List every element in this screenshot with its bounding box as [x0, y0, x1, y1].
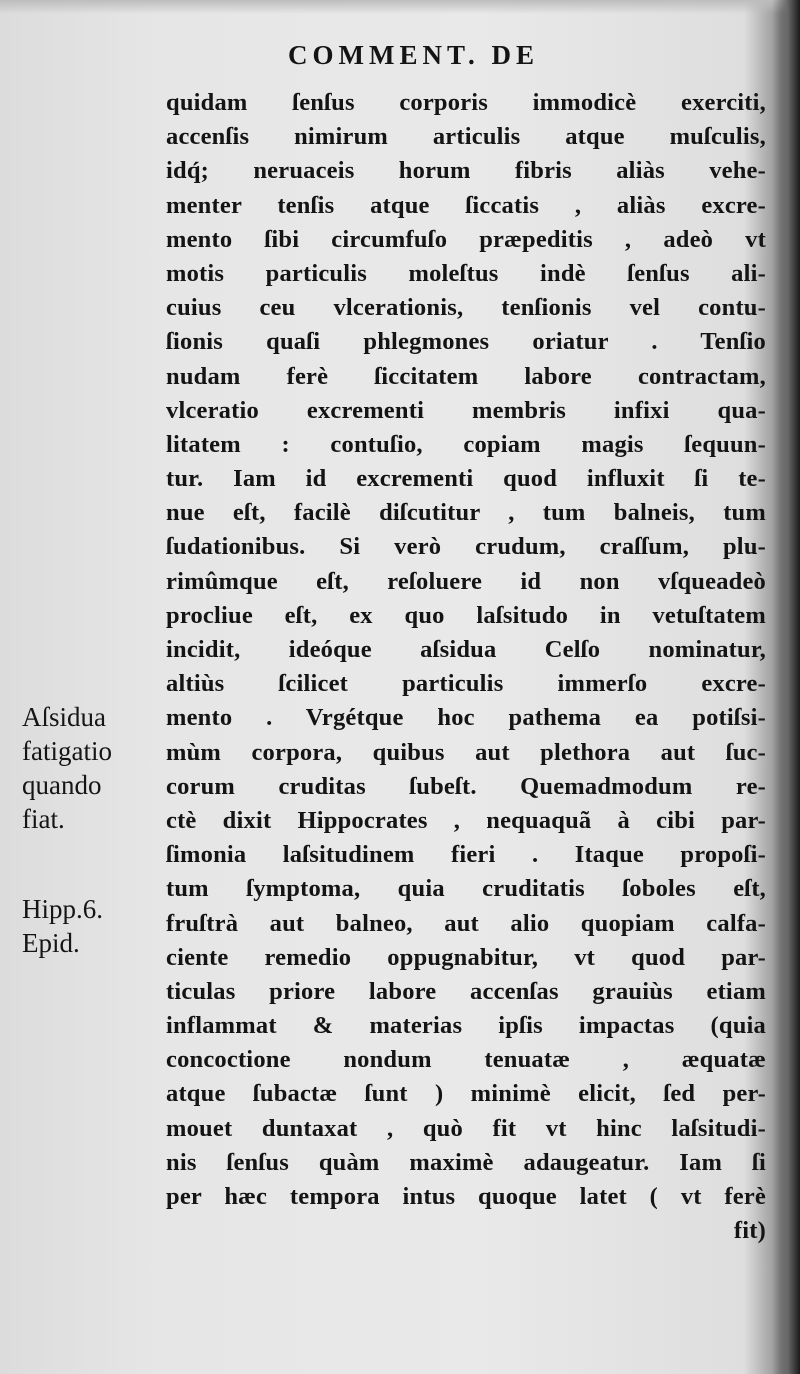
text-line: nudam ferè ſiccitatem labore contractam, [166, 362, 766, 390]
text-line: mento . Vrgétque hoc pathema ea potiſsi- [166, 704, 766, 732]
text-line: motis particulis moleſtus indè ſenſus ali- [166, 259, 766, 287]
text-line: idq́; neruaceis horum fibris aliàs vehe- [166, 157, 766, 185]
text-line: nis ſenſus quàm maximè adaugeatur. Iam ſi [166, 1148, 766, 1176]
page-gutter-edge [772, 0, 800, 1374]
text-line: tum ſymptoma, quia cruditatis ſoboles eſt, [166, 875, 766, 903]
margin-note-hipp [22, 892, 152, 960]
margin-note-line: quando [22, 770, 102, 800]
text-line: ſionis quaſi phlegmones oriatur . Tenſio [166, 328, 766, 356]
text-line: fit) [733, 1217, 766, 1245]
margin-note-line: Hipp.6. [22, 894, 103, 924]
text-line: vlceratio excrementi membris infixi qua- [166, 396, 766, 424]
text-line: cuius ceu vlcerationis, tenſionis vel contu- [166, 294, 766, 322]
text-line: tur. Iam id excrementi quod influxit ſi te- [166, 465, 766, 493]
text-line: litatem : contuſio, copiam magis ſequun- [166, 430, 766, 458]
text-line: mùm corpora, quibus aut plethora aut ſuc- [166, 738, 766, 766]
text-line: ciente remedio oppugnabitur, vt quod par- [166, 943, 766, 971]
main-text-block [166, 86, 766, 1248]
text-line: corum cruditas ſubeſt. Quemadmodum re- [166, 772, 766, 800]
text-line: accenſis nimirum articulis atque muſculis, [166, 123, 766, 151]
text-line: mouet duntaxat , quò fit vt hinc laſsitudi- [166, 1114, 766, 1142]
running-head: COMMENT. DE [288, 40, 539, 70]
text-line: atque ſubactæ ſunt ) minimè elicit, ſed per- [166, 1080, 766, 1108]
text-line: per hæc tempora intus quoque latet ( vt ferè [166, 1183, 766, 1210]
text-line: concoctione nondum tenuatæ , æquatæ [166, 1046, 766, 1074]
page-top-shadow [0, 0, 800, 14]
text-line: nue eſt, facilè diſcutitur , tum balneis, tum [166, 499, 766, 527]
text-line: ticulas priore labore accenſas grauiùs etiam [166, 977, 766, 1005]
text-line: menter tenſis atque ſiccatis , aliàs excre- [166, 191, 766, 219]
margin-note-line: Epid. [22, 928, 80, 958]
text-line: ctè dixit Hippocrates , nequaquã à cibi par- [166, 806, 766, 834]
text-line: incidit, ideóque aſsidua Celſo nominatur, [166, 636, 766, 663]
text-line: ſudationibus. Si verò crudum, craſſum, plu- [166, 533, 766, 561]
margin-note-line: fiat. [22, 804, 65, 834]
text-line: fruſtrà aut balneo, aut alio quopiam calfa- [166, 909, 766, 937]
text-line: procliue eſt, ex quo laſsitudo in vetuſtatem [166, 601, 766, 629]
margin-note-assidua [22, 700, 152, 836]
text-line: altiùs ſcilicet particulis immerſo excre- [166, 670, 766, 698]
text-line: quidam ſenſus corporis immodicè exerciti, [166, 89, 766, 116]
margin-note-line: fatigatio [22, 736, 112, 766]
text-line: mento ſibi circumfuſo præpeditis , adeò vt [166, 225, 766, 253]
margin-note-line: Aſsidua [22, 702, 106, 732]
text-line: ſimonia laſsitudinem fieri . Itaque propoſi- [166, 841, 766, 869]
text-line: rimûmque eſt, reſoluere id non vſqueadeò [166, 567, 766, 595]
text-line: inflammat & materias ipſis impactas (quia [166, 1012, 766, 1040]
